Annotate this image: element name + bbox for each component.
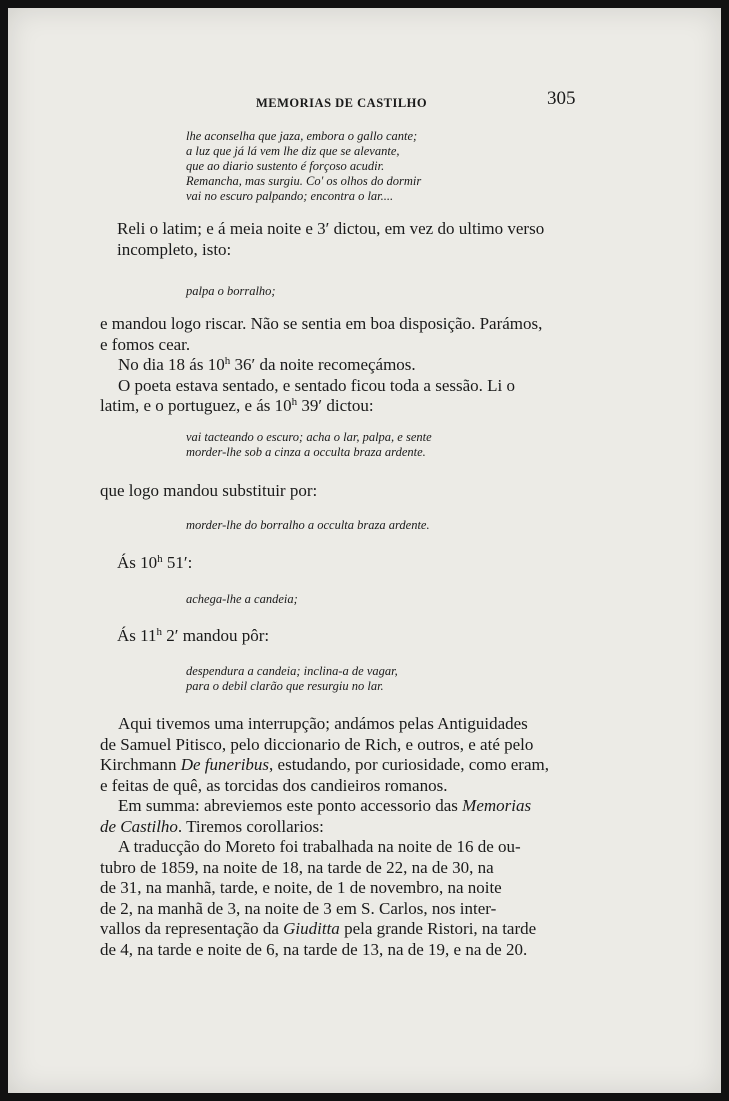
text-span: Em summa: abreviemos este ponto accessorio das (118, 796, 463, 815)
text-line: de 31, na manhã, tarde, e noite, de 1 de novembro, na noite (100, 878, 502, 897)
text-span: 51′: (162, 553, 193, 572)
superscript: h (156, 626, 163, 638)
text-line: A traducção do Moreto foi trabalhada na noite de 16 de ou- (118, 837, 521, 856)
italic-title: De funeribus (180, 755, 270, 774)
text-line (100, 396, 542, 417)
verse-line: achega-lhe a candeia; (186, 592, 298, 606)
text-line (117, 626, 269, 647)
text-line: e mandou logo riscar. Não se sentia em boa disposição. Parámos, (100, 314, 543, 333)
paragraph-5 (117, 626, 269, 647)
text-span: vallos da representação da (100, 919, 284, 938)
verse-block-6 (186, 664, 398, 694)
text-span: 2′ mandou pôr: (162, 626, 270, 645)
verse-line: despendura a candeia; inclina-a de vagar, (186, 664, 398, 678)
text-line: Aqui tivemos uma interrupção; andámos pelas Antiguidades (118, 714, 528, 733)
verse-block-3 (186, 430, 432, 460)
text-line (100, 817, 549, 838)
text-line: Reli o latim; e á meia noite e 3′ dictou, em vez do ultimo verso (117, 219, 545, 238)
paragraph-6 (100, 714, 549, 960)
paragraph-3 (100, 481, 317, 502)
text-span: 36′ da noite recomeçámos. (230, 355, 416, 374)
verse-line: a luz que já lá vem lhe diz que se alevante, (186, 144, 400, 158)
text-line (100, 796, 549, 817)
verse-line: palpa o borralho; (186, 284, 276, 298)
text-span: pela grande Ristori, na tarde (339, 919, 537, 938)
verse-block-2 (186, 284, 276, 299)
text-span: 39′ dictou: (297, 396, 374, 415)
verse-line: lhe aconselha que jaza, embora o gallo cante; (186, 129, 418, 143)
text-span: latim, e o portuguez, e ás 10 (100, 396, 292, 415)
text-line: e fomos cear. (100, 334, 191, 354)
text-line: e feitas de quê, as torcidas dos candieiros romanos. (100, 775, 448, 795)
paragraph-2 (100, 314, 542, 417)
text-line: de 2, na manhã de 3, na noite de 3 em S. Carlos, nos inter- (100, 898, 497, 918)
superscript: h (224, 355, 231, 367)
verse-block-5 (186, 592, 298, 607)
verse-block-4 (186, 518, 430, 533)
text-line (100, 755, 549, 776)
text-span: Ás 10 (117, 553, 158, 572)
text-line (100, 919, 549, 940)
paragraph-1 (117, 219, 544, 260)
paragraph-4 (117, 553, 192, 574)
text-line (117, 553, 192, 574)
italic-title: de Castilho (100, 816, 178, 836)
verse-line: para o debil clarão que resurgiu no lar. (186, 679, 384, 693)
text-span: Kirchmann (100, 755, 181, 774)
italic-title: Giuditta (283, 919, 340, 938)
book-page (8, 8, 721, 1093)
text-span: No dia 18 ás 10 (118, 355, 225, 374)
superscript: h (291, 396, 298, 408)
verse-line: morder-lhe do borralho a occulta braza ardente. (186, 518, 430, 532)
verse-line: vai no escuro palpando; encontra o lar.... (186, 189, 394, 203)
text-line: de Samuel Pitisco, pelo diccionario de Rich, e outros, e até pelo (100, 734, 534, 754)
text-span: Ás 11 (117, 626, 157, 645)
verse-line: vai tacteando o escuro; acha o lar, palpa, e sente (186, 430, 432, 444)
text-line: O poeta estava sentado, e sentado ficou toda a sessão. Li o (118, 375, 516, 395)
running-header: MEMORIAS DE CASTILHO (256, 96, 428, 110)
verse-line: Remancha, mas surgiu. Co' os olhos do dormir (186, 174, 422, 188)
text-line: que logo mandou substituir por: (100, 481, 318, 500)
text-line: de 4, na tarde e noite de 6, na tarde de 13, na de 19, e na de 20. (100, 939, 528, 959)
text-span: . Tiremos corollarios: (177, 816, 324, 836)
text-span: , estudando, por curiosidade, como eram, (269, 755, 549, 774)
verse-line: morder-lhe sob a cinza a occulta braza ardente. (186, 445, 426, 459)
verse-block-1 (186, 129, 421, 204)
text-line (100, 355, 542, 376)
italic-title: Memorias (462, 796, 532, 815)
superscript: h (157, 553, 163, 565)
text-line: tubro de 1859, na noite de 18, na tarde de 22, na de 30, na (100, 857, 494, 877)
text-line: incompleto, isto: (117, 239, 232, 259)
page-number: 305 (547, 88, 576, 109)
verse-line: que ao diario sustento é forçoso acudir. (186, 159, 385, 173)
